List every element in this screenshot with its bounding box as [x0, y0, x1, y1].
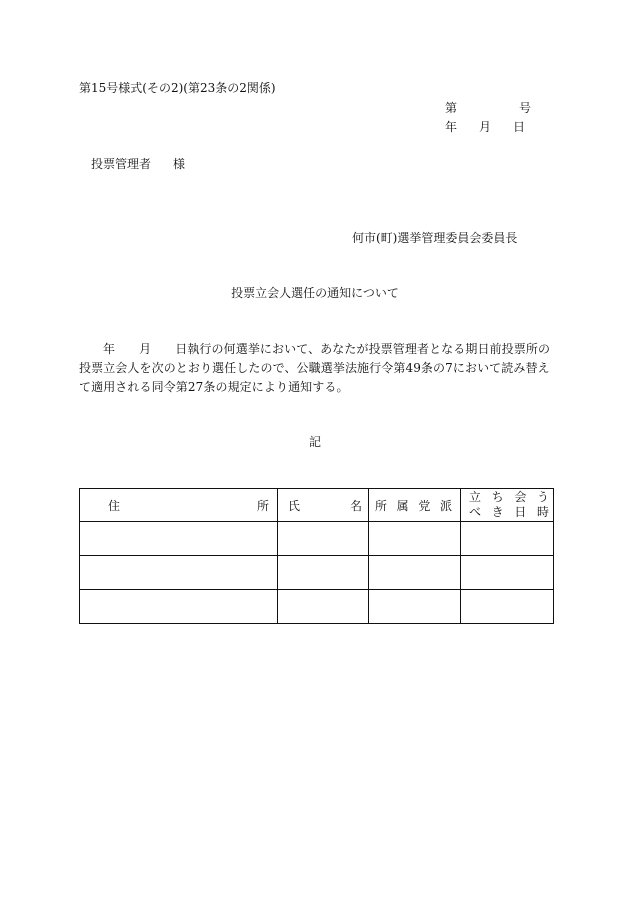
header-name [278, 489, 369, 522]
cell-party [369, 556, 461, 590]
header-attend-datetime [461, 489, 554, 522]
header-party-char: 所 [375, 498, 388, 513]
header-address-char: 所 [256, 498, 269, 513]
addressee-name: 投票管理者 [91, 157, 152, 171]
document-title: 投票立会人選任の通知について [231, 286, 399, 300]
header-attend-char: 時 [536, 505, 549, 519]
header-attend-char: 会 [514, 490, 527, 504]
form-number: 第15号様式(その2)(第23条の2関係) [79, 81, 276, 95]
header-party-char: 派 [439, 498, 452, 513]
body-text: 日執行の何選挙において、あなたが投票管理者となる期日前投票所の投票立会人を次のとおり選任したので、公職選挙法施行令第49条の7において読み替えて適用される同令第27条の規定により通知する。 [79, 342, 551, 394]
ki-heading: 記 [308, 435, 321, 449]
table-header-row [80, 489, 554, 522]
body-paragraph [79, 340, 553, 397]
header-name-char: 氏 [288, 498, 301, 513]
header-attend-char: 日 [514, 505, 527, 519]
cell-party [369, 590, 461, 624]
header-attend-char: ち [491, 490, 504, 504]
addressee-honorific: 様 [173, 157, 186, 171]
cell-address [80, 522, 278, 556]
date-day: 日 [513, 120, 526, 134]
header-name-char: 名 [349, 498, 362, 513]
sender: 何市(町)選挙管理委員会委員長 [352, 231, 518, 245]
cell-attend-datetime [461, 522, 554, 556]
addressee [91, 156, 185, 172]
date-line [445, 119, 525, 135]
table-row [80, 522, 554, 556]
doc-number-prefix: 第 [445, 101, 458, 115]
cell-address [80, 556, 278, 590]
header-attend-char: き [491, 505, 504, 519]
header-address [80, 489, 278, 522]
cell-party [369, 522, 461, 556]
cell-name [278, 522, 369, 556]
table-row [80, 556, 554, 590]
date-month: 月 [479, 120, 492, 134]
table-row [80, 590, 554, 624]
header-party-char: 属 [396, 498, 409, 513]
header-attend-char: う [536, 490, 549, 504]
cell-attend-datetime [461, 556, 554, 590]
header-address-char: 住 [108, 498, 121, 513]
date-year: 年 [445, 120, 458, 134]
header-party-char: 党 [418, 498, 431, 513]
cell-attend-datetime [461, 590, 554, 624]
header-attend-char: べ [469, 505, 482, 519]
cell-name [278, 556, 369, 590]
cell-address [80, 590, 278, 624]
header-party [369, 489, 461, 522]
body-month: 月 [139, 342, 152, 356]
cell-name [278, 590, 369, 624]
body-year: 年 [103, 342, 116, 356]
appointee-table [79, 488, 554, 624]
doc-number-suffix: 号 [519, 101, 532, 115]
document-number-line [445, 100, 531, 116]
header-attend-char: 立 [469, 490, 482, 504]
